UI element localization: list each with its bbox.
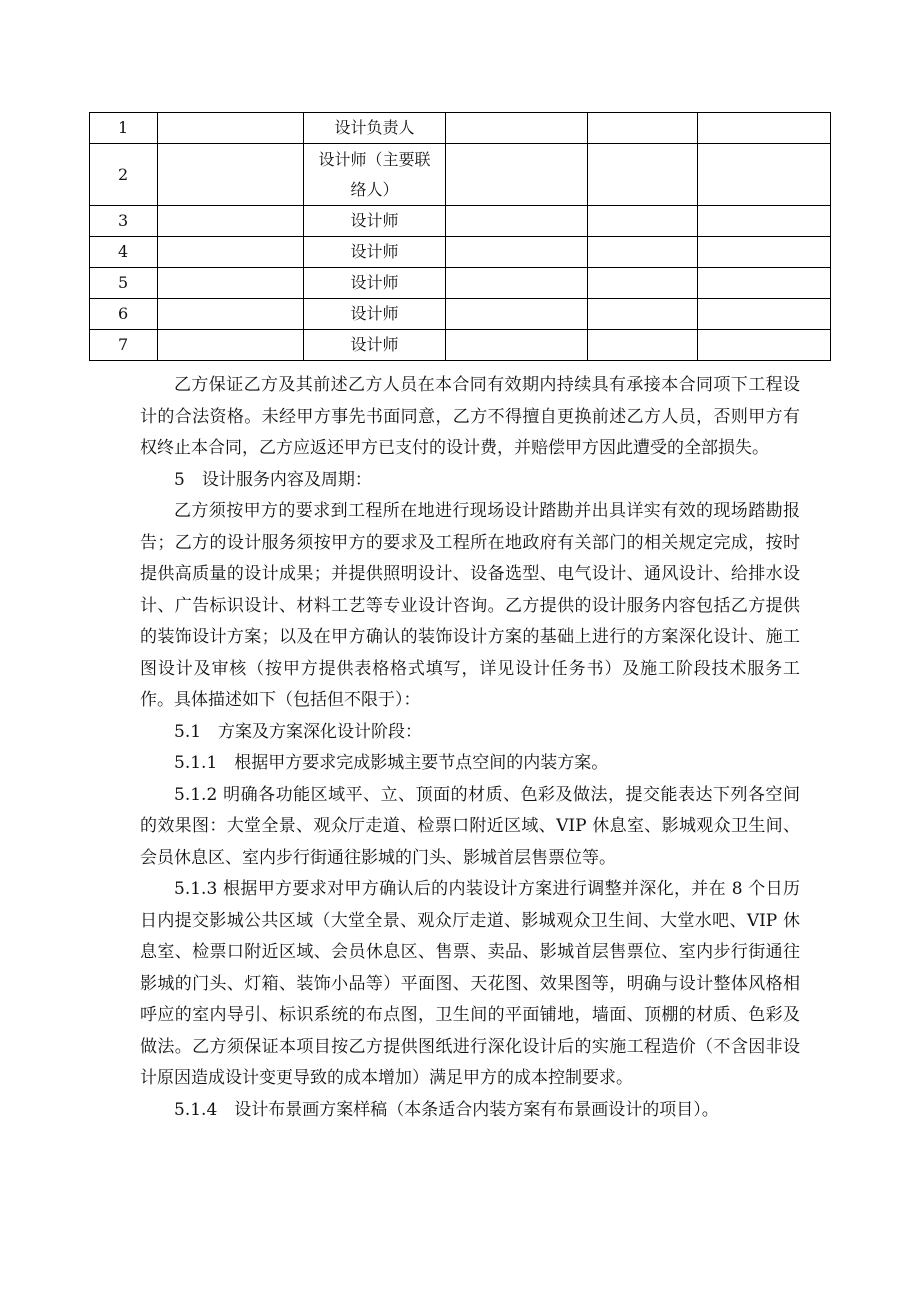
role-text: 设计师（主要联络人） xyxy=(318,149,431,199)
blank-cell xyxy=(446,237,588,268)
clause-5-1-1: 5.1.1 根据甲方要求完成影城主要节点空间的内装方案。 xyxy=(174,753,609,773)
row-number: 6 xyxy=(90,299,158,330)
blank-cell xyxy=(588,330,698,361)
paragraph-qualification: 乙方保证乙方及其前述乙方人员在本合同有效期内持续具有承接本合同项下工程设计的合法资格。未经甲方事先书面同意，乙方不得擅自更换前述乙方人员，否则甲方有权终止本合同，乙方应返还甲方已支付的设计费，并赔偿甲方因此遭受的全部损失。 xyxy=(140,375,800,458)
row-number: 2 xyxy=(90,144,158,206)
blank-cell xyxy=(698,237,831,268)
name-cell xyxy=(158,330,304,361)
blank-cell xyxy=(446,330,588,361)
blank-cell xyxy=(588,113,698,144)
blank-cell xyxy=(588,268,698,299)
contract-body xyxy=(140,370,800,1126)
role-cell: 设计师 xyxy=(304,206,446,237)
role-cell: 设计负责人 xyxy=(304,113,446,144)
blank-cell xyxy=(446,113,588,144)
blank-cell xyxy=(698,299,831,330)
blank-cell xyxy=(588,299,698,330)
name-cell xyxy=(158,113,304,144)
blank-cell xyxy=(446,268,588,299)
blank-cell xyxy=(588,144,698,206)
blank-cell xyxy=(698,268,831,299)
blank-cell xyxy=(698,330,831,361)
blank-cell xyxy=(446,206,588,237)
clause-5-1-3: 5.1.3 根据甲方要求对甲方确认后的内装设计方案进行调整并深化，并在 8 个日历日内提交影城公共区域（大堂全景、观众厅走道、影城观众卫生间、大堂水吧、VIP 休息室、检票口附近区域、会员休息区、售票、卖品、影城首层售票位、室内步行街通往影城的门头、灯箱、装饰小品等）平面图、天花图、效果图等，明确与设计整体风格相呼应的室内导引、标识系统的布点图，卫生间的平面铺地，墙面、顶棚的材质、色彩及做法。乙方须保证本项目按乙方提供图纸进行深化设计后的实施工程造价（不含因非设计原因造成设计变更导致的成本增加）满足甲方的成本控制要求。 xyxy=(140,879,800,1088)
blank-cell xyxy=(698,144,831,206)
table-row xyxy=(90,113,831,144)
row-number: 5 xyxy=(90,268,158,299)
role-cell xyxy=(304,144,446,206)
section-heading-5: 5 设计服务内容及周期： xyxy=(174,469,372,490)
blank-cell xyxy=(446,144,588,206)
role-cell: 设计师 xyxy=(304,299,446,330)
clause-5-1-4: 5.1.4 设计布景画方案样稿（本条适合内装方案有布景画设计的项目）。 xyxy=(174,1099,719,1120)
table-row xyxy=(90,237,831,268)
role-cell: 设计师 xyxy=(304,330,446,361)
name-cell xyxy=(158,206,304,237)
row-number: 3 xyxy=(90,206,158,237)
blank-cell xyxy=(446,299,588,330)
table-row xyxy=(90,330,831,361)
table-row xyxy=(90,299,831,330)
row-number: 4 xyxy=(90,237,158,268)
role-cell: 设计师 xyxy=(304,237,446,268)
name-cell xyxy=(158,237,304,268)
table-row xyxy=(90,144,831,206)
role-cell: 设计师 xyxy=(304,268,446,299)
table-row xyxy=(90,206,831,237)
blank-cell xyxy=(588,237,698,268)
row-number: 1 xyxy=(90,113,158,144)
name-cell xyxy=(158,299,304,330)
row-number: 7 xyxy=(90,330,158,361)
name-cell xyxy=(158,144,304,206)
clause-5-1-2: 5.1.2 明确各功能区域平、立、顶面的材质、色彩及做法，提交能表达下列各空间的效果图：大堂全景、观众厅走道、检票口附近区域、VIP 休息室、影城观众卫生间、会员休息区、室内步行街通往影城的门头、影城首层售票位等。 xyxy=(140,784,800,868)
blank-cell xyxy=(698,113,831,144)
table-row xyxy=(90,268,831,299)
blank-cell xyxy=(698,206,831,237)
paragraph-service-content: 乙方须按甲方的要求到工程所在地进行现场设计踏勘并出具详实有效的现场踏勘报告；乙方的设计服务须按甲方的要求及工程所在地政府有关部门的相关规定完成，按时提供高质量的设计成果；并提供照明设计、设备选型、电气设计、通风设计、给排水设计、广告标识设计、材料工艺等专业设计咨询。乙方提供的设计服务内容包括乙方提供的装饰设计方案；以及在甲方确认的装饰设计方案的基础上进行的方案深化设计、施工图设计及审核（按甲方提供表格格式填写，详见设计任务书）及施工阶段技术服务工作。具体描述如下（包括但不限于）： xyxy=(140,501,800,710)
blank-cell xyxy=(588,206,698,237)
staff-table xyxy=(89,112,831,361)
section-heading-5-1: 5.1 方案及方案深化设计阶段： xyxy=(174,721,423,742)
name-cell xyxy=(158,268,304,299)
